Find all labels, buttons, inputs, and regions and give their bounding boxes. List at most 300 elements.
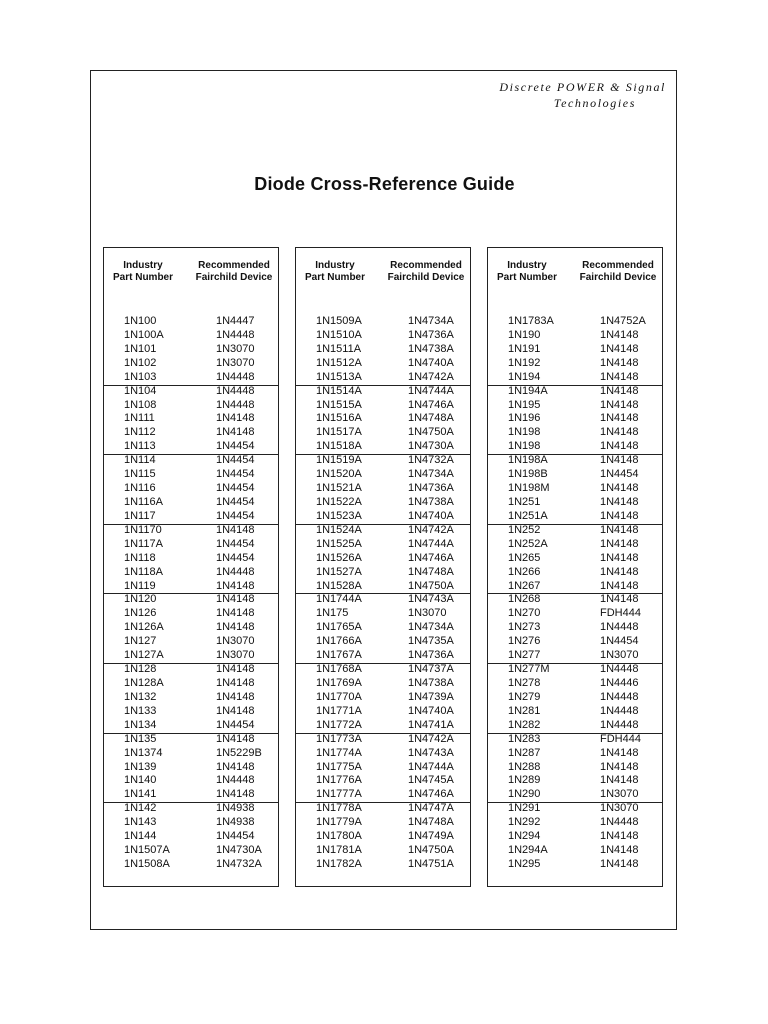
table-row xyxy=(104,621,278,635)
industry-part-number: 1N196 xyxy=(508,412,541,425)
industry-part-number: 1N1766A xyxy=(316,635,362,648)
brand-line-1: Discrete POWER & Signal xyxy=(499,80,666,94)
fairchild-device: 1N4148 xyxy=(216,732,255,745)
table-row xyxy=(488,399,662,413)
header-industry-line2: Part Number xyxy=(112,272,173,283)
fairchild-device: 1N4148 xyxy=(600,398,639,411)
industry-part-number: 1N1781A xyxy=(316,844,362,857)
table-row xyxy=(296,524,470,538)
fairchild-device: 1N4742A xyxy=(408,732,454,745)
table-row xyxy=(104,580,278,594)
table-row xyxy=(488,538,662,552)
header-industry-line1: Industry xyxy=(507,260,547,271)
industry-part-number: 1N278 xyxy=(508,676,541,689)
table-row xyxy=(104,719,278,733)
fairchild-device: 1N4148 xyxy=(216,426,255,439)
fairchild-device: 1N5229B xyxy=(216,746,262,759)
fairchild-device: 1N4148 xyxy=(600,509,639,522)
industry-part-number: 1N1514A xyxy=(316,384,362,397)
table-row xyxy=(488,663,662,677)
industry-part-number: 1N1779A xyxy=(316,816,362,829)
table-row xyxy=(296,844,470,858)
table-row xyxy=(296,621,470,635)
fairchild-device: 1N4746A xyxy=(408,551,454,564)
table-row xyxy=(296,399,470,413)
industry-part-number: 1N288 xyxy=(508,760,541,773)
fairchild-device: 1N4448 xyxy=(216,398,255,411)
industry-part-number: 1N277M xyxy=(508,663,550,676)
table-row xyxy=(104,482,278,496)
table-row xyxy=(104,844,278,858)
fairchild-device: 1N4448 xyxy=(216,565,255,578)
fairchild-device: 1N4148 xyxy=(600,774,639,787)
industry-part-number: 1N198 xyxy=(508,440,541,453)
fairchild-device: 1N4148 xyxy=(216,593,255,606)
industry-part-number: 1N133 xyxy=(124,704,157,717)
table-row xyxy=(104,510,278,524)
table-row xyxy=(488,552,662,566)
table-row xyxy=(296,580,470,594)
industry-part-number: 1N1524A xyxy=(316,523,362,536)
industry-part-number: 1N295 xyxy=(508,857,541,870)
header-recommended-line1: Recommended xyxy=(582,260,654,271)
table-row xyxy=(296,733,470,747)
fairchild-device: 1N4745A xyxy=(408,774,454,787)
fairchild-device: 1N4751A xyxy=(408,857,454,870)
table-rows xyxy=(488,315,662,872)
table-row xyxy=(296,343,470,357)
fairchild-device: 1N4744A xyxy=(408,537,454,550)
fairchild-device: 1N4148 xyxy=(216,412,255,425)
table-row xyxy=(296,440,470,454)
table-row xyxy=(488,357,662,371)
industry-part-number: 1N111 xyxy=(124,412,155,425)
table-column-2 xyxy=(295,247,471,887)
industry-part-number: 1N1515A xyxy=(316,398,362,411)
fairchild-device: 1N4741A xyxy=(408,718,454,731)
fairchild-device: 1N4454 xyxy=(600,468,639,481)
table-row xyxy=(488,830,662,844)
header-industry-part-number xyxy=(492,260,562,284)
table-row xyxy=(104,371,278,385)
table-row xyxy=(488,774,662,788)
table-row xyxy=(104,677,278,691)
industry-part-number: 1N273 xyxy=(508,621,541,634)
header-recommended-device xyxy=(380,260,472,284)
industry-part-number: 1N104 xyxy=(124,384,157,397)
fairchild-device: 1N4740A xyxy=(408,704,454,717)
industry-part-number: 1N108 xyxy=(124,398,157,411)
table-row xyxy=(296,371,470,385)
industry-part-number: 1N1517A xyxy=(316,426,362,439)
industry-part-number: 1N1521A xyxy=(316,482,362,495)
industry-part-number: 1N1527A xyxy=(316,565,362,578)
header-industry-line2: Part Number xyxy=(304,272,365,283)
industry-part-number: 1N191 xyxy=(508,342,541,355)
industry-part-number: 1N282 xyxy=(508,718,541,731)
industry-part-number: 1N268 xyxy=(508,593,541,606)
industry-part-number: 1N143 xyxy=(124,816,157,829)
industry-part-number: 1N1769A xyxy=(316,676,362,689)
table-row xyxy=(104,440,278,454)
header-industry-line1: Industry xyxy=(123,260,163,271)
fairchild-device: 1N4730A xyxy=(216,844,262,857)
table-row xyxy=(296,412,470,426)
fairchild-device: 1N4750A xyxy=(408,844,454,857)
table-row xyxy=(104,412,278,426)
industry-part-number: 1N198 xyxy=(508,426,541,439)
industry-part-number: 1N134 xyxy=(124,718,157,731)
table-row xyxy=(488,816,662,830)
fairchild-device: 1N4736A xyxy=(408,328,454,341)
table-row xyxy=(488,524,662,538)
fairchild-device: 1N4148 xyxy=(600,579,639,592)
industry-part-number: 1N116A xyxy=(124,495,163,508)
fairchild-device: 1N4938 xyxy=(216,816,255,829)
table-row xyxy=(104,538,278,552)
fairchild-device: 1N4732A xyxy=(408,454,454,467)
industry-part-number: 1N270 xyxy=(508,607,541,620)
table-row xyxy=(488,343,662,357)
brand-header xyxy=(499,79,666,111)
table-row xyxy=(488,635,662,649)
header-recommended-device xyxy=(572,260,664,284)
header-recommended-line2: Fairchild Device xyxy=(195,272,273,283)
table-row xyxy=(296,774,470,788)
industry-part-number: 1N1513A xyxy=(316,370,362,383)
table-row xyxy=(488,747,662,761)
fairchild-device: 1N3070 xyxy=(216,356,255,369)
industry-part-number: 1N251 xyxy=(508,495,541,508)
table-row xyxy=(296,385,470,399)
fairchild-device: 1N3070 xyxy=(600,788,639,801)
table-row xyxy=(104,774,278,788)
industry-part-number: 1N1520A xyxy=(316,468,362,481)
industry-part-number: 1N1516A xyxy=(316,412,362,425)
header-recommended-line2: Fairchild Device xyxy=(579,272,657,283)
table-row xyxy=(104,705,278,719)
fairchild-device: 1N4738A xyxy=(408,495,454,508)
industry-part-number: 1N252 xyxy=(508,523,541,536)
industry-part-number: 1N289 xyxy=(508,774,541,787)
industry-part-number: 1N126A xyxy=(124,621,164,634)
fairchild-device: 1N4730A xyxy=(408,440,454,453)
fairchild-device: 1N4148 xyxy=(600,760,639,773)
table-row xyxy=(488,733,662,747)
table-row xyxy=(488,510,662,524)
header-industry-line1: Industry xyxy=(315,260,355,271)
fairchild-device: 1N3070 xyxy=(216,342,255,355)
table-row xyxy=(488,691,662,705)
brand-line-2: Technologies xyxy=(553,96,636,110)
fairchild-device: 1N4732A xyxy=(216,857,262,870)
fairchild-device: FDH444 xyxy=(600,607,641,620)
table-row xyxy=(296,788,470,802)
industry-part-number: 1N265 xyxy=(508,551,541,564)
fairchild-device: 1N4454 xyxy=(216,537,255,550)
fairchild-device: 1N4148 xyxy=(600,328,639,341)
fairchild-device: 1N4148 xyxy=(216,690,255,703)
fairchild-device: 1N3070 xyxy=(216,635,255,648)
table-row xyxy=(296,761,470,775)
fairchild-device: 1N4448 xyxy=(600,704,639,717)
table-row xyxy=(488,496,662,510)
table-row xyxy=(104,329,278,343)
table-row xyxy=(104,788,278,802)
header-recommended-device xyxy=(188,260,280,284)
industry-part-number: 1N190 xyxy=(508,328,541,341)
fairchild-device: 1N4448 xyxy=(600,690,639,703)
fairchild-device: 1N4454 xyxy=(216,495,255,508)
industry-part-number: 1N198B xyxy=(508,468,548,481)
fairchild-device: 1N4736A xyxy=(408,649,454,662)
industry-part-number: 1N102 xyxy=(124,356,157,369)
table-row xyxy=(488,649,662,663)
fairchild-device: 1N4447 xyxy=(216,315,255,327)
industry-part-number: 1N1768A xyxy=(316,663,362,676)
table-row xyxy=(488,468,662,482)
industry-part-number: 1N1374 xyxy=(124,746,163,759)
industry-part-number: 1N132 xyxy=(124,690,157,703)
industry-part-number: 1N101 xyxy=(124,342,157,355)
table-row xyxy=(296,649,470,663)
industry-part-number: 1N140 xyxy=(124,774,157,787)
table-rows xyxy=(104,315,278,872)
industry-part-number: 1N1770A xyxy=(316,690,362,703)
table-row xyxy=(104,747,278,761)
industry-part-number: 1N100A xyxy=(124,328,164,341)
table-row xyxy=(296,816,470,830)
fairchild-device: 1N4748A xyxy=(408,816,454,829)
fairchild-device: 1N4148 xyxy=(216,607,255,620)
table-column-1 xyxy=(103,247,279,887)
fairchild-device: 1N4744A xyxy=(408,760,454,773)
industry-part-number: 1N1744A xyxy=(316,593,362,606)
fairchild-device: 1N4750A xyxy=(408,426,454,439)
table-row xyxy=(296,496,470,510)
table-row xyxy=(104,343,278,357)
table-row xyxy=(488,677,662,691)
fairchild-device: 1N4148 xyxy=(600,857,639,870)
industry-part-number: 1N119 xyxy=(124,579,156,592)
table-row xyxy=(296,635,470,649)
industry-part-number: 1N1518A xyxy=(316,440,362,453)
header-recommended-line1: Recommended xyxy=(390,260,462,271)
industry-part-number: 1N195 xyxy=(508,398,541,411)
page-frame xyxy=(90,70,677,930)
industry-part-number: 1N1782A xyxy=(316,857,362,870)
table-row xyxy=(104,399,278,413)
table-row xyxy=(488,593,662,607)
fairchild-device: 1N4748A xyxy=(408,565,454,578)
industry-part-number: 1N279 xyxy=(508,690,541,703)
industry-part-number: 1N277 xyxy=(508,649,541,662)
table-row xyxy=(104,593,278,607)
fairchild-device: 1N4148 xyxy=(600,482,639,495)
industry-part-number: 1N281 xyxy=(508,704,541,717)
industry-part-number: 1N1526A xyxy=(316,551,362,564)
header-recommended-line1: Recommended xyxy=(198,260,270,271)
industry-part-number: 1N1508A xyxy=(124,857,170,870)
fairchild-device: 1N4448 xyxy=(600,816,639,829)
fairchild-device: 1N4148 xyxy=(216,676,255,689)
fairchild-device: 1N4737A xyxy=(408,663,454,676)
industry-part-number: 1N1510A xyxy=(316,328,362,341)
table-row xyxy=(488,802,662,816)
industry-part-number: 1N1170 xyxy=(124,523,162,536)
table-column-3 xyxy=(487,247,663,887)
industry-part-number: 1N1507A xyxy=(124,844,170,857)
table-row xyxy=(296,566,470,580)
table-row xyxy=(104,315,278,329)
table-row xyxy=(296,315,470,329)
fairchild-device: 1N4752A xyxy=(600,315,646,327)
table-row xyxy=(296,719,470,733)
fairchild-device: 1N4448 xyxy=(600,621,639,634)
industry-part-number: 1N118A xyxy=(124,565,163,578)
table-row xyxy=(488,385,662,399)
industry-part-number: 1N267 xyxy=(508,579,541,592)
table-row xyxy=(104,691,278,705)
fairchild-device: 1N4148 xyxy=(600,384,639,397)
table-row xyxy=(488,621,662,635)
fairchild-device: 1N4738A xyxy=(408,342,454,355)
fairchild-device: FDH444 xyxy=(600,732,641,745)
fairchild-device: 1N4148 xyxy=(600,342,639,355)
industry-part-number: 1N120 xyxy=(124,593,157,606)
fairchild-device: 1N4148 xyxy=(600,495,639,508)
industry-part-number: 1N1523A xyxy=(316,509,362,522)
table-row xyxy=(488,844,662,858)
industry-part-number: 1N198M xyxy=(508,482,550,495)
fairchild-device: 1N4454 xyxy=(216,482,255,495)
industry-part-number: 1N1512A xyxy=(316,356,362,369)
table-row xyxy=(296,593,470,607)
table-row xyxy=(296,607,470,621)
table-row xyxy=(488,454,662,468)
industry-part-number: 1N115 xyxy=(124,468,156,481)
table-row xyxy=(296,454,470,468)
table-row xyxy=(488,580,662,594)
table-row xyxy=(488,440,662,454)
industry-part-number: 1N1778A xyxy=(316,802,362,815)
fairchild-device: 1N4734A xyxy=(408,621,454,634)
table-row xyxy=(104,524,278,538)
fairchild-device: 1N3070 xyxy=(600,802,639,815)
industry-part-number: 1N1783A xyxy=(508,315,554,327)
fairchild-device: 1N4148 xyxy=(216,621,255,634)
table-row xyxy=(104,566,278,580)
industry-part-number: 1N117 xyxy=(124,509,156,522)
industry-part-number: 1N1767A xyxy=(316,649,362,662)
fairchild-device: 1N4746A xyxy=(408,788,454,801)
fairchild-device: 1N4454 xyxy=(216,509,255,522)
page-title: Diode Cross-Reference Guide xyxy=(254,174,515,194)
table-row xyxy=(104,761,278,775)
fairchild-device: 1N4739A xyxy=(408,690,454,703)
fairchild-device: 1N4148 xyxy=(600,551,639,564)
industry-part-number: 1N1771A xyxy=(316,704,362,717)
fairchild-device: 1N4749A xyxy=(408,830,454,843)
table-row xyxy=(296,426,470,440)
industry-part-number: 1N142 xyxy=(124,802,157,815)
industry-part-number: 1N292 xyxy=(508,816,541,829)
industry-part-number: 1N290 xyxy=(508,788,541,801)
industry-part-number: 1N116 xyxy=(124,482,156,495)
table-row xyxy=(104,802,278,816)
table-row xyxy=(488,607,662,621)
table-row xyxy=(104,607,278,621)
fairchild-device: 1N4448 xyxy=(216,328,255,341)
industry-part-number: 1N128 xyxy=(124,663,157,676)
fairchild-device: 1N4148 xyxy=(216,704,255,717)
table-row xyxy=(296,858,470,872)
industry-part-number: 1N1522A xyxy=(316,495,362,508)
fairchild-device: 1N4148 xyxy=(600,356,639,369)
industry-part-number: 1N194A xyxy=(508,384,548,397)
industry-part-number: 1N192 xyxy=(508,356,541,369)
table-row xyxy=(296,663,470,677)
fairchild-device: 1N4740A xyxy=(408,509,454,522)
fairchild-device: 1N4454 xyxy=(216,454,255,467)
table-row xyxy=(488,719,662,733)
industry-part-number: 1N114 xyxy=(124,454,156,467)
header-industry-line2: Part Number xyxy=(496,272,557,283)
industry-part-number: 1N1525A xyxy=(316,537,362,550)
industry-part-number: 1N252A xyxy=(508,537,548,550)
fairchild-device: 1N4148 xyxy=(600,370,639,383)
table-row xyxy=(488,329,662,343)
table-row xyxy=(488,482,662,496)
industry-part-number: 1N1780A xyxy=(316,830,362,843)
fairchild-device: 1N4454 xyxy=(216,718,255,731)
industry-part-number: 1N1528A xyxy=(316,579,362,592)
table-row xyxy=(104,426,278,440)
fairchild-device: 1N4736A xyxy=(408,482,454,495)
fairchild-device: 1N4148 xyxy=(216,663,255,676)
fairchild-device: 1N4148 xyxy=(600,565,639,578)
fairchild-device: 1N4446 xyxy=(600,676,639,689)
fairchild-device: 1N4148 xyxy=(600,746,639,759)
table-row xyxy=(488,371,662,385)
fairchild-device: 1N4148 xyxy=(600,454,639,467)
fairchild-device: 1N3070 xyxy=(216,649,255,662)
table-row xyxy=(296,747,470,761)
table-row xyxy=(488,705,662,719)
table-row xyxy=(296,468,470,482)
industry-part-number: 1N287 xyxy=(508,746,541,759)
industry-part-number: 1N139 xyxy=(124,760,157,773)
industry-part-number: 1N144 xyxy=(124,830,157,843)
fairchild-device: 1N4148 xyxy=(216,788,255,801)
table-row xyxy=(104,496,278,510)
fairchild-device: 1N4938 xyxy=(216,802,255,815)
fairchild-device: 1N4743A xyxy=(408,746,454,759)
industry-part-number: 1N1519A xyxy=(316,454,362,467)
industry-part-number: 1N1776A xyxy=(316,774,362,787)
table-row xyxy=(296,357,470,371)
fairchild-device: 1N4750A xyxy=(408,579,454,592)
fairchild-device: 1N4148 xyxy=(600,412,639,425)
table-row xyxy=(488,426,662,440)
table-row xyxy=(104,830,278,844)
industry-part-number: 1N117A xyxy=(124,537,163,550)
fairchild-device: 1N4448 xyxy=(216,384,255,397)
table-row xyxy=(488,412,662,426)
industry-part-number: 1N127A xyxy=(124,649,164,662)
fairchild-device: 1N4148 xyxy=(600,830,639,843)
industry-part-number: 1N294 xyxy=(508,830,541,843)
